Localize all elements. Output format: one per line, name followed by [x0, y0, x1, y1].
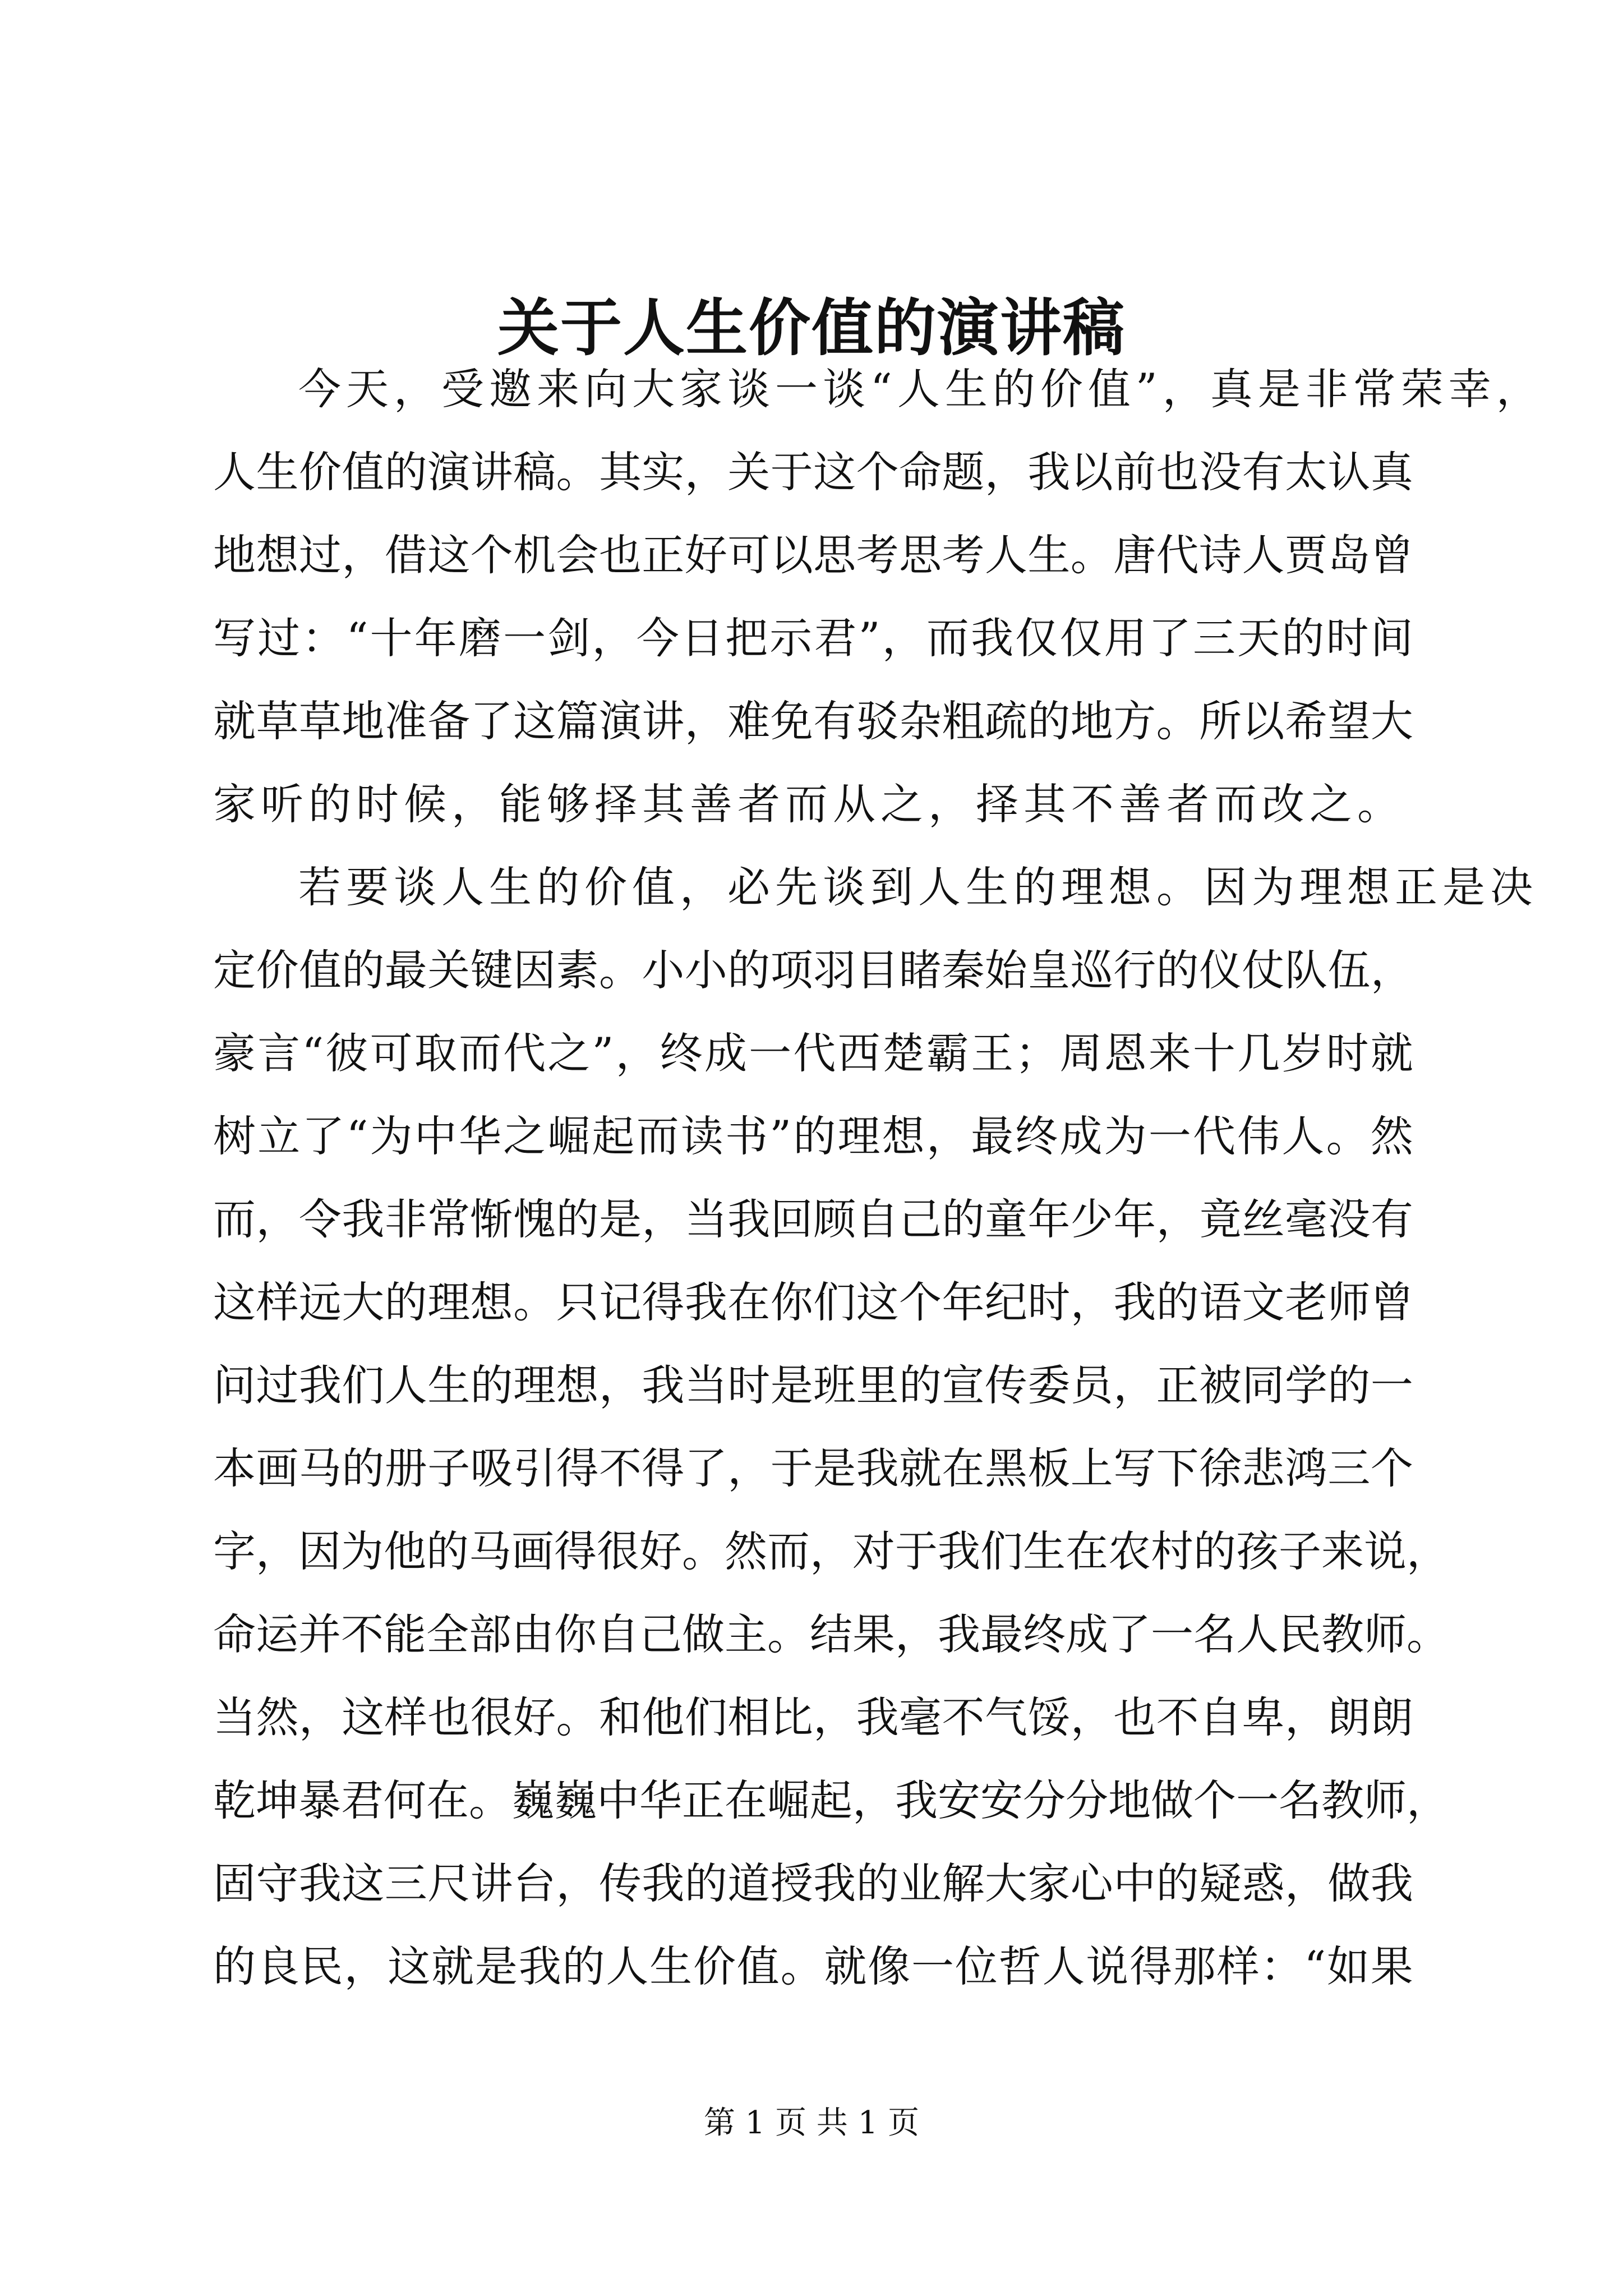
- text-line: 这 样 远 大 的 理 想 。 只 记 得 我 在 你 们 这 个 年 纪 时 ， 我 的 语 文 老 师 曾: [213, 1277, 1413, 1327]
- document-title: 关于人生价值的演讲稿: [497, 292, 1126, 364]
- text-line: 地 想 过 ， 借 这 个 机 会 也 正 好 可 以 思 考 思 考 人 生 。 唐 代 诗 人 贾 岛 曾: [213, 530, 1413, 580]
- text-line: 本 画 马 的 册 子 吸 引 得 不 得 了 ， 于 是 我 就 在 黑 板 上 写 下 徐 悲 鸿 三 个: [213, 1443, 1413, 1493]
- text-line: 而 ， 令 我 非 常 惭 愧 的 是 ， 当 我 回 顾 自 己 的 童 年 少 年 ， 竟 丝 毫 没 有: [213, 1194, 1413, 1244]
- text-line: 乾 坤 暴 君 何 在 。 巍 巍 中 华 正 在 崛 起 ， 我 安 安 分 分 地 做 个 一 名 教 师 ，: [213, 1775, 1449, 1825]
- text-line: 写 过 ： “ 十 年 磨 一 剑 ， 今 日 把 示 君 ” ， 而 我 仅 仅 用 了 三 天 的 时 间: [213, 613, 1413, 663]
- text-line: 定 价 值 的 最 关 键 因 素 。 小 小 的 项 羽 目 睹 秦 始 皇 巡 行 的 仪 仗 队 伍 ，: [213, 945, 1413, 995]
- text-line: 固 守 我 这 三 尺 讲 台 ， 传 我 的 道 授 我 的 业 解 大 家 心 中 的 疑 惑 ， 做 我: [213, 1858, 1413, 1908]
- text-line: 家听的时候，能够择其善者而从之，择其不善者而改之。: [213, 779, 1405, 829]
- text-line: 今天，受邀来向大家谈一谈“人生的价值”，真是非常荣幸，: [298, 364, 1544, 414]
- document-body: [213, 348, 1544, 2008]
- text-line: 的 良 民 ， 这 就 是 我 的 人 生 价 值 。 就 像 一 位 哲 人 说 得 那 样 ： “ 如 果: [213, 1941, 1413, 1991]
- text-line: 字 ， 因 为 他 的 马 画 得 很 好 。 然 而 ， 对 于 我 们 生 在 农 村 的 孩 子 来 说 ，: [213, 1526, 1449, 1576]
- text-line: 人 生 价 值 的 演 讲 稿 。 其 实 ， 关 于 这 个 命 题 ， 我 以 前 也 没 有 太 认 真: [213, 447, 1413, 497]
- text-line: 命 运 并 不 能 全 部 由 你 自 己 做 主 。 结 果 ， 我 最 终 成 了 一 名 人 民 教 师 。: [213, 1609, 1449, 1659]
- text-line: 豪 言 “ 彼 可 取 而 代 之 ” ， 终 成 一 代 西 楚 霸 王 ； 周 恩 来 十 几 岁 时 就: [213, 1028, 1413, 1078]
- text-line: 当 然 ， 这 样 也 很 好 。 和 他 们 相 比 ， 我 毫 不 气 馁 ， 也 不 自 卑 ， 朗 朗: [213, 1692, 1413, 1742]
- text-line: 若要谈人生的价值，必先谈到人生的理想。因为理想正是决: [298, 862, 1538, 912]
- text-line: 就 草 草 地 准 备 了 这 篇 演 讲 ， 难 免 有 驳 杂 粗 疏 的 地 方 。 所 以 希 望 大: [213, 696, 1413, 746]
- text-line: 问 过 我 们 人 生 的 理 想 ， 我 当 时 是 班 里 的 宣 传 委 员 ， 正 被 同 学 的 一: [213, 1360, 1413, 1410]
- page-footer: 第 1 页 共 1 页: [703, 2105, 920, 2141]
- text-line: 树 立 了 “ 为 中 华 之 崛 起 而 读 书 ” 的 理 想 ， 最 终 成 为 一 代 伟 人 。 然: [213, 1111, 1413, 1161]
